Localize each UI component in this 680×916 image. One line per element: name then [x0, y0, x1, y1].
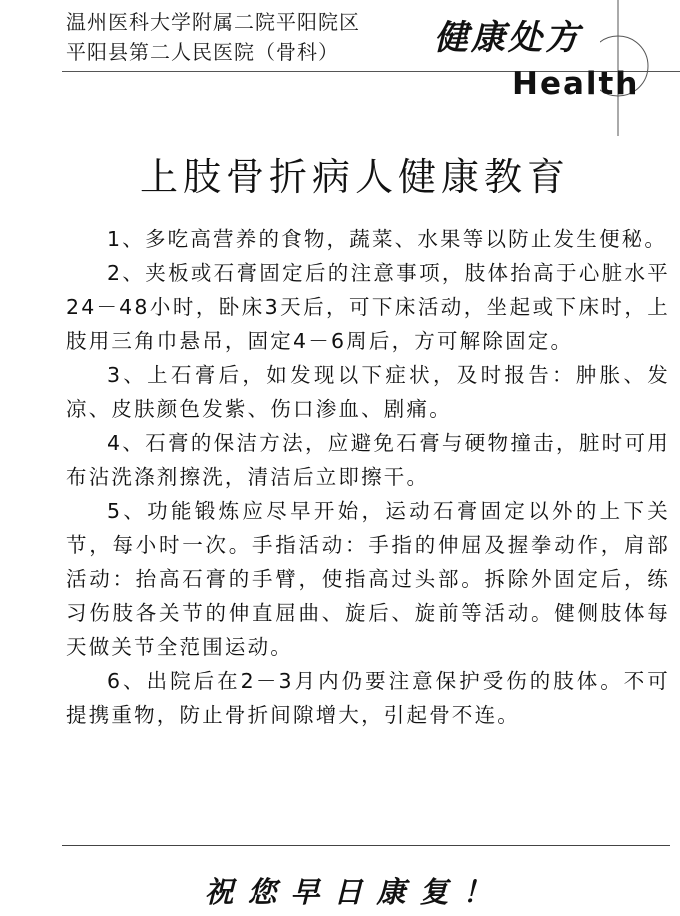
brand-cn-logo: 健康处方 — [434, 18, 582, 58]
header-line-2: 平阳县第二人民医院（骨科） — [66, 40, 339, 64]
education-item-2: 2、夹板或石膏固定后的注意事项，肢体抬高于心脏水平24－48小时，卧床3天后，可下床活动，坐起或下床时，上肢用三角巾悬吊，固定4－6周后，方可解除固定。 — [66, 261, 670, 353]
closing-wish: 祝您早日康复！ — [204, 875, 506, 909]
education-item-6: 6、出院后在2－3月内仍要注意保护受伤的肢体。不可提携重物，防止骨折间隙增大，引起骨不连。 — [66, 669, 670, 727]
brand-en-logo: Health — [512, 66, 640, 102]
education-item-3: 3、上石膏后，如发现以下症状，及时报告：肿胀、发凉、皮肤颜色发紫、伤口渗血、剧痛。 — [66, 363, 670, 421]
content-body — [66, 222, 670, 732]
education-item-4: 4、石膏的保洁方法，应避免石膏与硬物撞击，脏时可用布沾洗涤剂擦洗，清洁后立即擦干。 — [66, 431, 670, 489]
header-line-1: 温州医科大学附属二院平阳院区 — [66, 10, 360, 34]
education-item-5: 5、功能锻炼应尽早开始，运动石膏固定以外的上下关节，每小时一次。手指活动：手指的伸屈及握拳动作，肩部活动：抬高石膏的手臂，使指高过头部。拆除外固定后，练习伤肢各关节的伸直屈曲、旋后、旋前等活动。健侧肢体每天做关节全范围运动。 — [66, 499, 670, 659]
page-title: 上肢骨折病人健康教育 — [139, 155, 570, 199]
footer-rule — [62, 845, 670, 846]
education-item-1: 1、多吃高营养的食物，蔬菜、水果等以防止发生便秘。 — [107, 227, 668, 251]
